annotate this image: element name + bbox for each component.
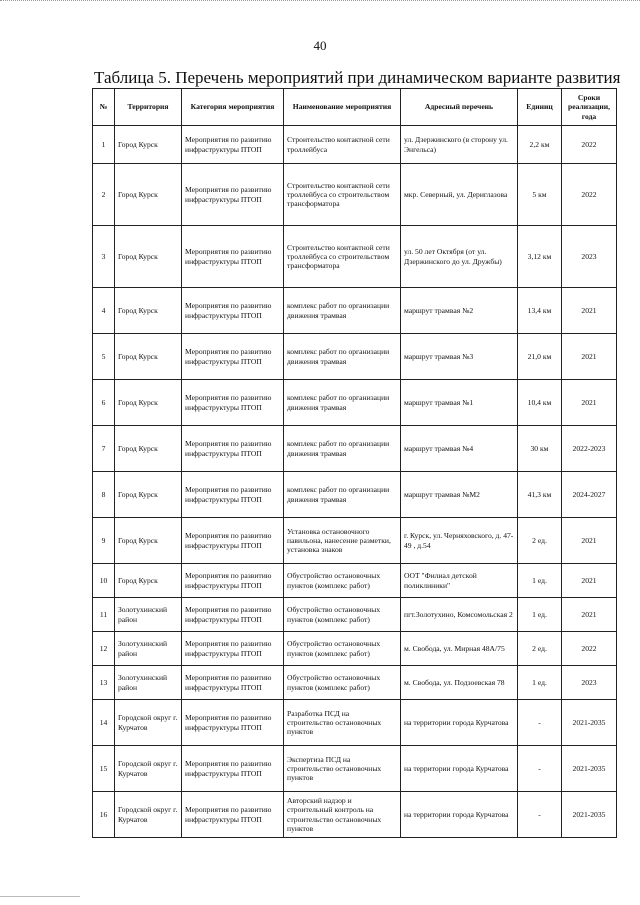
table-row: [93, 518, 617, 564]
cell-unit: -: [518, 700, 562, 746]
header-territory: Территория: [115, 89, 182, 126]
page-number: 40: [313, 38, 327, 53]
cell-num: 12: [93, 632, 115, 666]
cell-term: 2022-2023: [562, 426, 617, 472]
header-address: Адресный перечень: [401, 89, 518, 126]
cell-num: 6: [93, 380, 115, 426]
cell-territory: Городской округ г. Курчатов: [115, 792, 182, 838]
cell-term: 2021: [562, 380, 617, 426]
cell-territory: Золотухинский район: [115, 632, 182, 666]
cell-territory: Золотухинский район: [115, 598, 182, 632]
cell-category: Мероприятия по развитию инфраструктуры ПТОП: [182, 380, 284, 426]
cell-territory: Город Курск: [115, 126, 182, 164]
cell-unit: -: [518, 746, 562, 792]
cell-name: Установка остановочного павильона, нанесение разметки, установка знаков: [284, 518, 401, 564]
cell-category: Мероприятия по развитию инфраструктуры ПТОП: [182, 288, 284, 334]
cell-term: 2023: [562, 226, 617, 288]
cell-category: Мероприятия по развитию инфраструктуры ПТОП: [182, 746, 284, 792]
cell-num: 3: [93, 226, 115, 288]
cell-num: 5: [93, 334, 115, 380]
cell-address: маршрут трамвая №М2: [401, 472, 518, 518]
cell-num: 1: [93, 126, 115, 164]
cell-category: Мероприятия по развитию инфраструктуры ПТОП: [182, 632, 284, 666]
cell-term: 2021-2035: [562, 746, 617, 792]
table-row: [93, 288, 617, 334]
cell-unit: 3,12 км: [518, 226, 562, 288]
table-header-row: [93, 89, 617, 126]
table-row: [93, 564, 617, 598]
cell-name: Обустройство остановочных пунктов (комплекс работ): [284, 564, 401, 598]
cell-num: 15: [93, 746, 115, 792]
cell-unit: 41,3 км: [518, 472, 562, 518]
table-row: [93, 226, 617, 288]
table-row: [93, 700, 617, 746]
cell-unit: 1 ед.: [518, 598, 562, 632]
cell-territory: Город Курск: [115, 564, 182, 598]
cell-territory: Город Курск: [115, 164, 182, 226]
cell-unit: 30 км: [518, 426, 562, 472]
cell-num: 16: [93, 792, 115, 838]
cell-unit: 5 км: [518, 164, 562, 226]
cell-address: маршрут трамвая №4: [401, 426, 518, 472]
cell-territory: Город Курск: [115, 472, 182, 518]
cell-term: 2024-2027: [562, 472, 617, 518]
cell-name: Авторский надзор и строительный контроль на строительство остановочных пунктов: [284, 792, 401, 838]
cell-name: комплекс работ по организации движения трамвая: [284, 288, 401, 334]
cell-address: маршрут трамвая №3: [401, 334, 518, 380]
cell-category: Мероприятия по развитию инфраструктуры ПТОП: [182, 666, 284, 700]
table-row: [93, 666, 617, 700]
header-num: №: [93, 89, 115, 126]
cell-unit: 21,0 км: [518, 334, 562, 380]
cell-territory: Городской округ г. Курчатов: [115, 746, 182, 792]
cell-num: 8: [93, 472, 115, 518]
cell-category: Мероприятия по развитию инфраструктуры ПТОП: [182, 334, 284, 380]
cell-name: Строительство контактной сети троллейбуса: [284, 126, 401, 164]
cell-num: 7: [93, 426, 115, 472]
cell-category: Мероприятия по развитию инфраструктуры ПТОП: [182, 126, 284, 164]
cell-category: Мероприятия по развитию инфраструктуры ПТОП: [182, 226, 284, 288]
cell-term: 2021: [562, 518, 617, 564]
cell-address: ООТ "Филиал детской поликлиники": [401, 564, 518, 598]
cell-name: Строительство контактной сети троллейбуса со строительством трансформатора: [284, 164, 401, 226]
cell-num: 14: [93, 700, 115, 746]
table-row: [93, 792, 617, 838]
cell-unit: 10,4 км: [518, 380, 562, 426]
cell-address: на территории города Курчатова: [401, 700, 518, 746]
cell-term: 2022: [562, 126, 617, 164]
cell-name: Экспертиза ПСД на строительство остановочных пунктов: [284, 746, 401, 792]
cell-unit: -: [518, 792, 562, 838]
cell-name: Строительство контактной сети троллейбуса со строительством трансформатора: [284, 226, 401, 288]
cell-category: Мероприятия по развитию инфраструктуры ПТОП: [182, 472, 284, 518]
cell-num: 10: [93, 564, 115, 598]
cell-term: 2021-2035: [562, 700, 617, 746]
cell-name: Обустройство остановочных пунктов (комплекс работ): [284, 632, 401, 666]
table-row: [93, 426, 617, 472]
table-row: [93, 632, 617, 666]
top-edge-rule: [0, 0, 640, 3]
cell-name: комплекс работ по организации движения трамвая: [284, 472, 401, 518]
cell-address: мкр. Северный, ул. Дериглазова: [401, 164, 518, 226]
header-name: Наименование мероприятия: [284, 89, 401, 126]
table-row: [93, 380, 617, 426]
cell-address: ул. 50 лет Октября (от ул. Дзержинского до ул. Дружбы): [401, 226, 518, 288]
cell-category: Мероприятия по развитию инфраструктуры ПТОП: [182, 700, 284, 746]
cell-term: 2021: [562, 598, 617, 632]
cell-unit: 1 ед.: [518, 666, 562, 700]
cell-name: комплекс работ по организации движения трамвая: [284, 426, 401, 472]
measures-table: [92, 88, 617, 838]
cell-name: комплекс работ по организации движения трамвая: [284, 380, 401, 426]
cell-name: Разработка ПСД на строительство остановочных пунктов: [284, 700, 401, 746]
cell-num: 2: [93, 164, 115, 226]
table-row: [93, 472, 617, 518]
cell-category: Мероприятия по развитию инфраструктуры ПТОП: [182, 518, 284, 564]
cell-num: 11: [93, 598, 115, 632]
cell-num: 9: [93, 518, 115, 564]
cell-name: комплекс работ по организации движения трамвая: [284, 334, 401, 380]
cell-term: 2022: [562, 164, 617, 226]
cell-unit: 1 ед.: [518, 564, 562, 598]
cell-term: 2022: [562, 632, 617, 666]
cell-num: 4: [93, 288, 115, 334]
cell-name: Обустройство остановочных пунктов (комплекс работ): [284, 598, 401, 632]
header-term: Сроки реализации, года: [562, 89, 617, 126]
table-row: [93, 598, 617, 632]
cell-address: м. Свобода, ул. Подзоевская 78: [401, 666, 518, 700]
table-row: [93, 334, 617, 380]
cell-unit: 2,2 км: [518, 126, 562, 164]
bottom-edge-mark: [0, 896, 80, 905]
cell-address: на территории города Курчатова: [401, 746, 518, 792]
table-row: [93, 126, 617, 164]
cell-territory: Город Курск: [115, 518, 182, 564]
cell-category: Мероприятия по развитию инфраструктуры ПТОП: [182, 426, 284, 472]
table-title: Таблица 5. Перечень мероприятий при динамическом варианте развития: [94, 68, 621, 87]
cell-territory: Городской округ г. Курчатов: [115, 700, 182, 746]
cell-term: 2021: [562, 288, 617, 334]
cell-category: Мероприятия по развитию инфраструктуры ПТОП: [182, 598, 284, 632]
cell-territory: Город Курск: [115, 426, 182, 472]
cell-address: пгт.Золотухино, Комсомольская 2: [401, 598, 518, 632]
cell-unit: 2 ед.: [518, 518, 562, 564]
cell-address: г. Курск, ул. Черняховского, д. 47-49 , д.54: [401, 518, 518, 564]
cell-category: Мероприятия по развитию инфраструктуры ПТОП: [182, 564, 284, 598]
cell-address: маршрут трамвая №2: [401, 288, 518, 334]
cell-territory: Город Курск: [115, 334, 182, 380]
cell-term: 2021: [562, 334, 617, 380]
cell-territory: Город Курск: [115, 380, 182, 426]
cell-territory: Золотухинский район: [115, 666, 182, 700]
cell-category: Мероприятия по развитию инфраструктуры ПТОП: [182, 792, 284, 838]
cell-territory: Город Курск: [115, 226, 182, 288]
header-category: Категория мероприятия: [182, 89, 284, 126]
header-unit: Единиц: [518, 89, 562, 126]
cell-name: Обустройство остановочных пунктов (комплекс работ): [284, 666, 401, 700]
cell-address: маршрут трамвая №1: [401, 380, 518, 426]
table-row: [93, 746, 617, 792]
cell-address: м. Свобода, ул. Мирная 48А/75: [401, 632, 518, 666]
cell-unit: 2 ед.: [518, 632, 562, 666]
cell-address: ул. Дзержинского (в сторону ул. Энгельса): [401, 126, 518, 164]
cell-territory: Город Курск: [115, 288, 182, 334]
cell-num: 13: [93, 666, 115, 700]
cell-address: на территории города Курчатова: [401, 792, 518, 838]
cell-term: 2021-2035: [562, 792, 617, 838]
cell-category: Мероприятия по развитию инфраструктуры ПТОП: [182, 164, 284, 226]
cell-term: 2021: [562, 564, 617, 598]
table-row: [93, 164, 617, 226]
cell-term: 2023: [562, 666, 617, 700]
cell-unit: 13,4 км: [518, 288, 562, 334]
